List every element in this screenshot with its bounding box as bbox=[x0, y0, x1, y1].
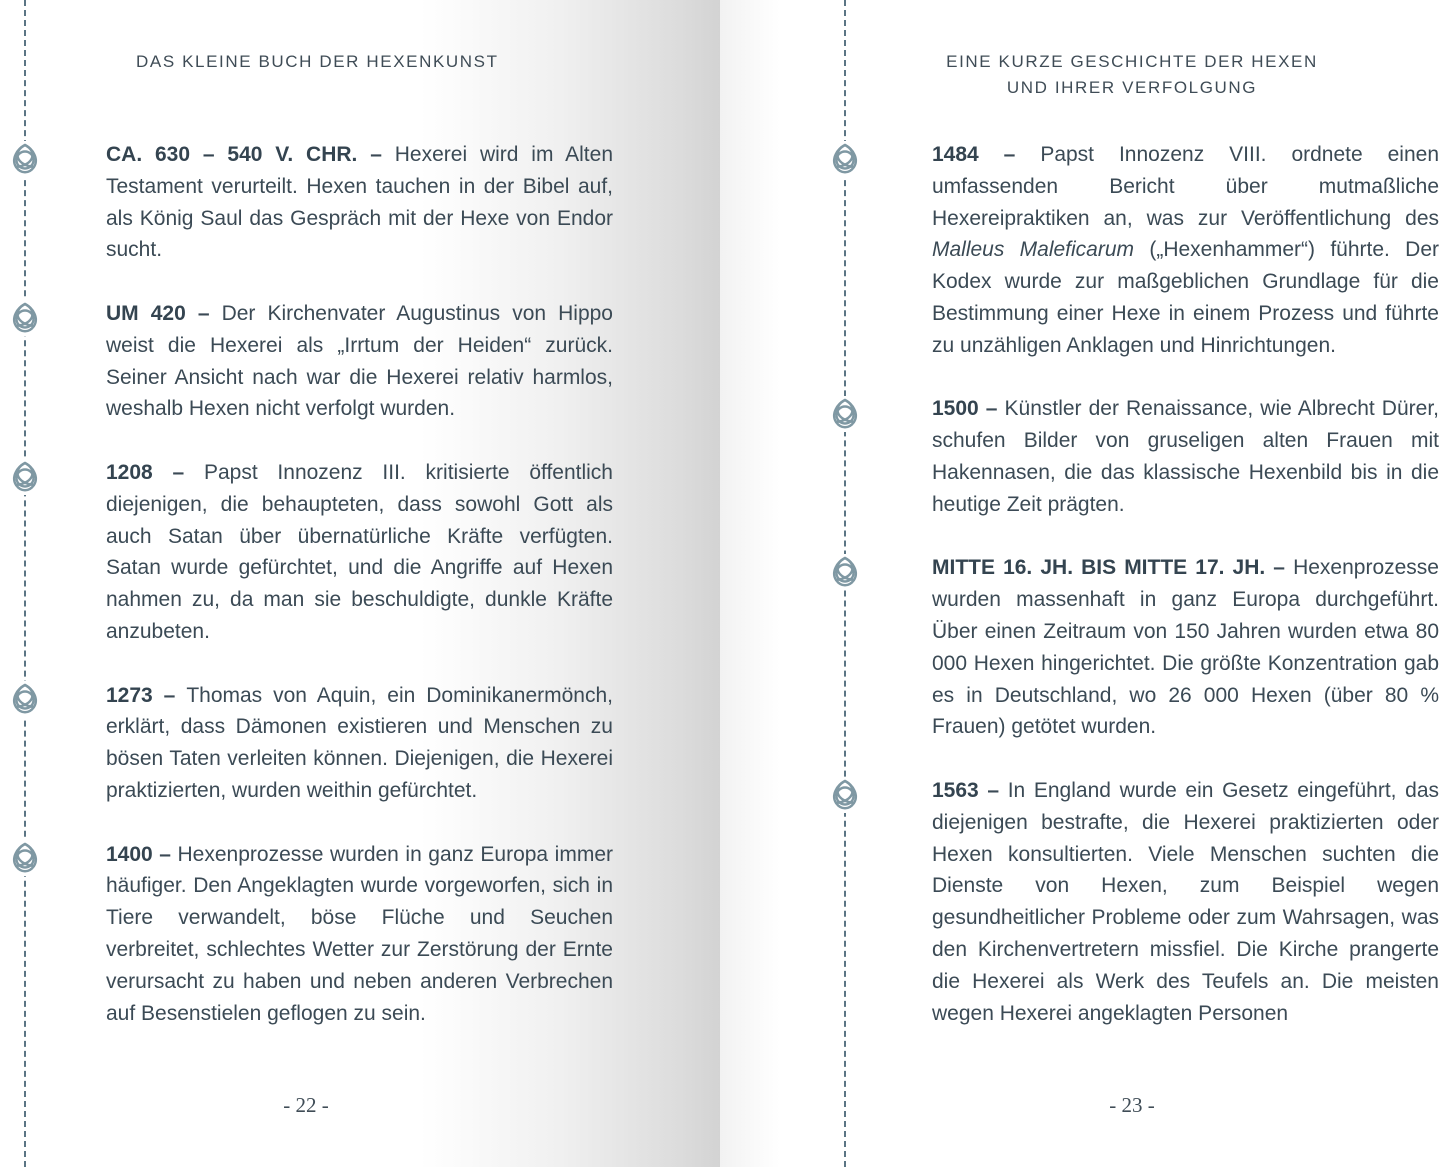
running-head bbox=[932, 49, 1332, 101]
entry-text: Papst Innozenz III. kritisierte öffentlich diejenigen, die behaupteten, dass sowohl Gott als auch Satan über übernatürliche Kräfte verfügten. Satan wurde gefürchtet, und die Angriffe auf Hexen nahmen zu, da man sie beschuldigte, dunkle Kräfte anzubeten. bbox=[106, 460, 613, 643]
entry-text: Künstler der Renaissance, wie Albrecht Dürer, schufen Bilder von gruseligen alten Frauen mit Hakennasen, die das klassische Hexenbild bis in die heutige Zeit prägten. bbox=[932, 397, 1439, 516]
triquetra-knot-icon bbox=[827, 777, 863, 813]
page-number: - 23 - bbox=[1109, 1093, 1155, 1117]
entry-text: Der Kirchenvater Augustinus von Hippo weist die Hexerei als „Irrtum der Heiden“ zurück. Seiner Ansicht nach war die Hexerei relativ harmlos, weshalb Hexen nicht verfolgt wurden. bbox=[106, 301, 613, 421]
entry-dash: – bbox=[978, 143, 1041, 166]
entry-year: UM 420 bbox=[106, 301, 186, 325]
entry-text: („Hexenhammer“) führte. Der Kodex wurde zur maßgeblichen Grundlage für die Bestimmung einer Hexe in einem Prozess und führte zu unzähligen Anklagen und Hinrichtungen. bbox=[932, 238, 1439, 357]
timeline-entries bbox=[932, 139, 1439, 1061]
timeline-entry bbox=[106, 457, 613, 648]
timeline-entry bbox=[106, 139, 613, 266]
entry-dash: – bbox=[152, 460, 204, 484]
triquetra-knot-icon bbox=[827, 141, 863, 177]
entry-year: 1400 bbox=[106, 842, 153, 866]
timeline-entry bbox=[106, 298, 613, 425]
entry-year: MITTE 16. JH. BIS MITTE 17. JH. bbox=[932, 556, 1266, 580]
entry-dash: – bbox=[357, 143, 395, 166]
timeline-entry bbox=[106, 839, 613, 1030]
timeline-entries bbox=[106, 139, 613, 1061]
timeline-entry bbox=[932, 139, 1439, 362]
entry-dash: – bbox=[152, 842, 178, 866]
entry-dash: – bbox=[1265, 556, 1294, 580]
entry-text: Hexenprozesse wurden massenhaft in ganz Europa durchgeführt. Über einen Zeitraum von 150 Jahren wurden etwa 80 000 Hexen hingerichtet. Die größte Konzentration gab es in Deutschland, wo 26 000 Hexen (über 80 % Frauen) getötet wurden. bbox=[932, 556, 1439, 739]
entry-book-title: Malleus Maleficarum bbox=[932, 238, 1135, 262]
running-head: DAS KLEINE BUCH DER HEXENKUNST bbox=[136, 52, 499, 71]
page-number: - 22 - bbox=[283, 1093, 329, 1117]
entry-dash: – bbox=[185, 301, 222, 325]
triquetra-knot-icon bbox=[7, 141, 43, 177]
timeline-entry bbox=[106, 680, 613, 807]
triquetra-knot-icon bbox=[7, 840, 43, 876]
triquetra-knot-icon bbox=[7, 459, 43, 495]
right-page bbox=[720, 0, 1441, 1167]
entry-text: Hexenprozesse wurden in ganz Europa immer häufiger. Den Angeklagten wurde vorgeworfen, sich in Tiere verwandelt, böse Flüche und Seuchen verbreitet, schlechtes Wetter zur Zerstörung der Ernte verursacht zu haben und neben anderen Verbrechen auf Besenstielen geflogen zu sein. bbox=[106, 842, 613, 1025]
entry-text: Thomas von Aquin, ein Dominikanermönch, erklärt, dass Dämonen existieren und Menschen zu bösen Taten verleiten können. Diejenigen, die Hexerei praktizierten, wurden weithin gefürchtet. bbox=[106, 683, 613, 802]
running-head-line: UND IHRER VERFOLGUNG bbox=[1006, 78, 1258, 97]
entry-year: 1208 bbox=[106, 460, 153, 484]
entry-year: 1563 bbox=[932, 778, 979, 802]
entry-text: Papst Innozenz VIII. ordnete einen umfassenden Bericht über mutmaßliche Hexereipraktiken an, was zur Veröffentlichung des bbox=[932, 143, 1439, 230]
timeline-entry bbox=[932, 552, 1439, 743]
timeline-entry bbox=[932, 393, 1439, 520]
entry-year: 1484 bbox=[932, 143, 979, 166]
entry-year: CA. 630 – 540 V. CHR. bbox=[106, 143, 358, 166]
running-head-line: EINE KURZE GESCHICHTE DER HEXEN bbox=[946, 52, 1318, 71]
triquetra-knot-icon bbox=[7, 681, 43, 717]
entry-dash: – bbox=[152, 683, 187, 707]
timeline-entry bbox=[932, 775, 1439, 1029]
entry-year: 1273 bbox=[106, 683, 153, 707]
left-page bbox=[0, 0, 720, 1167]
entry-year: 1500 bbox=[932, 397, 979, 421]
triquetra-knot-icon bbox=[827, 554, 863, 590]
entry-dash: – bbox=[978, 397, 1005, 421]
entry-text: In England wurde ein Gesetz eingeführt, das diejenigen bestrafte, die Hexerei praktizierten oder Hexen konsultierten. Viele Menschen suchten die Dienste von Hexen, zum Beispiel wegen gesundheitlicher Probleme oder zum Wahrsagen, was den Kirchenvertretern missfiel. Die Kirche prangerte die Hexerei als Werk des Teufels an. Die meisten wegen Hexerei angeklagten Personen bbox=[932, 778, 1439, 1025]
triquetra-knot-icon bbox=[7, 300, 43, 336]
entry-dash: – bbox=[978, 778, 1008, 802]
triquetra-knot-icon bbox=[827, 396, 863, 432]
entry-text: Hexerei wird im Alten Testament verurteilt. Hexen tauchen in der Bibel auf, als König Saul das Gespräch mit der Hexe von Endor sucht. bbox=[106, 143, 614, 262]
